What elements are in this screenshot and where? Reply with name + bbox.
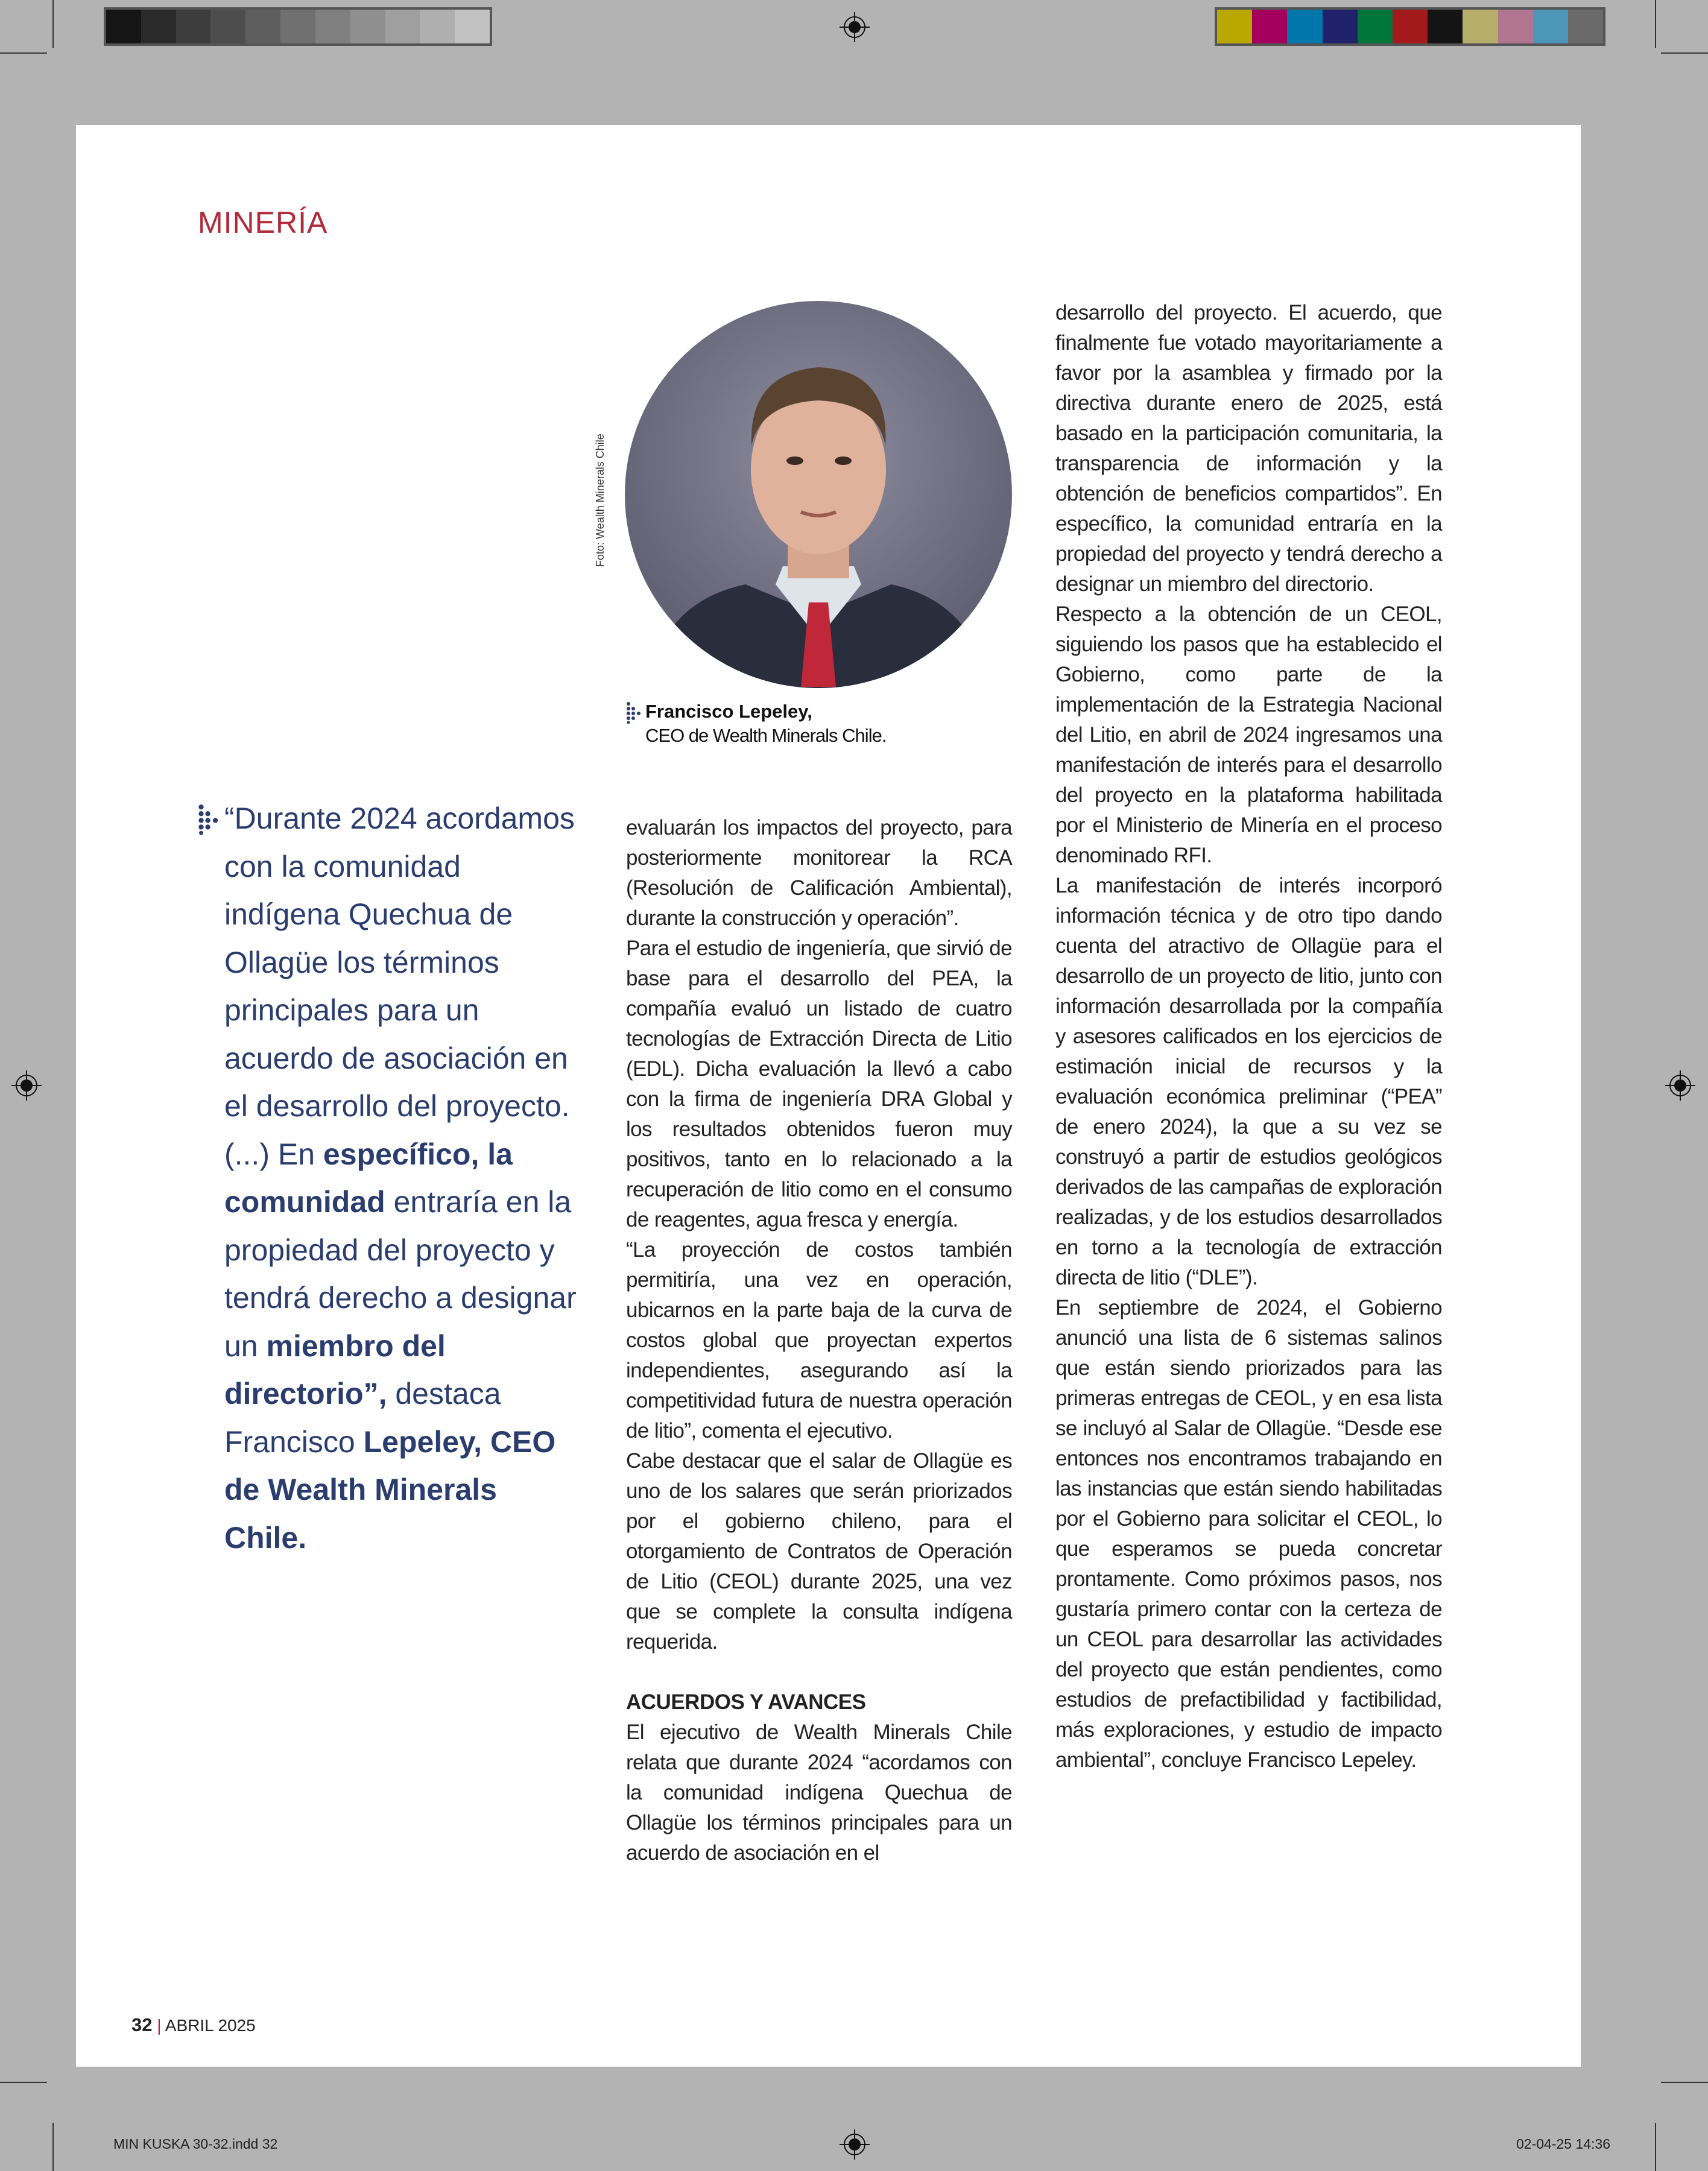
dots-bullet-icon	[198, 803, 220, 836]
paragraph: “La proyección de costos también permitiría, una vez en operación, ubicarnos en la parte baja de la curva de costos global que proyectan expertos independientes, asegurando así la competitividad futura de nuestra operación de litio”, comenta el ejecutivo.	[626, 1238, 1012, 1443]
color-calibration-bar	[1215, 7, 1605, 46]
pull-quote	[198, 795, 584, 1562]
page-number: 32	[131, 2014, 153, 2035]
gray-calibration-bar	[104, 7, 492, 46]
color-swatch	[1428, 10, 1463, 43]
paragraph: En septiembre de 2024, el Gobierno anunció una lista de 6 sistemas salinos que están siendo priorizados para las primeras entregas de CEOL, y en esa lista se incluyó al Salar de Ollagüe. “Desde ese entonces nos encontramos trabajando en las instancias que están siendo habilitadas por el Gobierno para solicitar el CEOL, lo que esperamos se pueda concretar prontamente. Como próximos pasos, nos gustaría primero contar con la certeza de un CEOL para desarrollar las actividades del proyecto que están pendientes, como estudios de prefactibilidad y factibilidad, más exploraciones, y estudio de impacto ambiental”, concluye Francisco Lepeley.	[1055, 1296, 1442, 1772]
crop-mark	[1661, 2082, 1708, 2083]
slug-date: 02-04-25 14:36	[1516, 2136, 1610, 2152]
color-swatch	[385, 10, 420, 43]
paragraph: Para el estudio de ingeniería, que sirvió de base para el desarrollo del PEA, la compañía evaluó un listado de cuatro tecnologías de Extracción Directa de Litio (EDL). Dicha evaluación la llevó a cabo con la firma de ingeniería DRA Global y los resultados obtenidos fueron muy positivos, tanto en lo relacionado a la recuperación de litio como en el consumo de reagentes, agua fresca y energía.	[626, 937, 1012, 1231]
quote-text: destaca Francisco	[224, 1377, 501, 1459]
color-swatch	[1217, 10, 1252, 43]
issue-date: ABRIL 2025	[165, 2016, 256, 2035]
paragraph: evaluarán los impactos del proyecto, para posteriormente monitorear la RCA (Resolución de Calificación Ambiental), durante la construcción y operación”.	[626, 816, 1012, 930]
paragraph: desarrollo del proyecto. El acuerdo, que finalmente fue votado mayoritariamente a favor por la asamblea y firmado por la directiva durante enero de 2025, está basado en la participación comunitaria, la transparencia de información y la obtención de beneficios compartidos”. En específico, la comunidad entraría en la propiedad del proyecto y tendrá derecho a designar un miembro del directorio.	[1055, 301, 1442, 596]
caption-name: Francisco Lepeley,	[645, 701, 812, 722]
crop-mark	[1655, 0, 1656, 48]
slug-file-info: MIN KUSKA 30-32.indd 32	[113, 2136, 278, 2152]
registration-mark-icon	[840, 12, 870, 42]
portrait-photo	[625, 301, 1012, 688]
quote-bold: miembro del directorio”,	[224, 1329, 446, 1411]
dots-bullet-icon	[626, 702, 642, 724]
registration-mark-icon	[11, 1070, 42, 1101]
crop-mark	[1661, 52, 1708, 54]
color-swatch	[245, 10, 280, 43]
registration-mark-icon	[840, 2129, 870, 2160]
color-swatch	[176, 10, 211, 43]
page-folio: 32 | ABRIL 2025	[131, 2014, 256, 2035]
crop-mark	[0, 52, 47, 54]
color-swatch	[315, 10, 350, 43]
body-column-middle	[626, 813, 1012, 1868]
color-swatch	[1287, 10, 1322, 43]
crop-mark	[0, 2082, 47, 2083]
color-swatch	[1323, 10, 1358, 43]
color-swatch	[1463, 10, 1498, 43]
color-swatch	[1498, 10, 1533, 43]
color-swatch	[1252, 10, 1287, 43]
color-swatch	[1358, 10, 1393, 43]
quote-text: entraría en la propiedad del proyecto y tendrá derecho a designar un	[224, 1185, 577, 1363]
color-swatch	[1393, 10, 1428, 43]
crop-mark	[52, 0, 54, 48]
photo-caption	[626, 700, 886, 748]
crop-mark	[1655, 2123, 1656, 2171]
quote-attribution: Lepeley, CEO de Wealth Minerals Chile.	[224, 1424, 556, 1555]
subheading: ACUERDOS Y AVANCES	[626, 1690, 866, 1714]
color-swatch	[141, 10, 176, 43]
color-swatch	[210, 10, 245, 43]
photo-credit: Foto: Wealth Minerals Chile	[594, 434, 606, 567]
color-swatch	[1533, 10, 1568, 43]
section-title: MINERÍA	[198, 206, 328, 239]
quote-text: “Durante 2024 acordamos con la comunidad indígena Quechua de Ollagüe los términos principales para un acuerdo de asociación en el desarrollo del proyecto. (...) En	[224, 801, 575, 1171]
color-swatch	[106, 10, 141, 43]
color-swatch	[420, 10, 455, 43]
paragraph: Respecto a la obtención de un CEOL, siguiendo los pasos que ha establecido el Gobierno, como parte de la implementación de la Estrategia Nacional del Litio, en abril de 2024 ingresamos una manifestación de interés para el desarrollo del proyecto en la plataforma habilitada por el Ministerio de Minería en el proceso denominado RFI.	[1055, 602, 1442, 867]
paragraph: Cabe destacar que el salar de Ollagüe es uno de los salares que serán priorizados por el gobierno chileno, para el otorgamiento de Contratos de Operación de Litio (CEOL) durante 2025, una vez que se complete la consulta indígena requerida.	[626, 1449, 1012, 1654]
crop-mark	[52, 2123, 54, 2171]
body-column-right	[1055, 298, 1442, 1775]
caption-role: CEO de Wealth Minerals Chile.	[645, 725, 887, 746]
color-swatch	[280, 10, 315, 43]
paragraph: La manifestación de interés incorporó información técnica y de otro tipo dando cuenta del atractivo de Ollagüe para el desarrollo de un proyecto de litio, junto con información desarrollada por la compañía y asesores calificados en los ejercicios de estimación inicial de recursos y la evaluación económica preliminar (“PEA” de enero 2024), la que a su vez se construyó a partir de estudios geológicos derivados de las campañas de exploración realizadas, y de los estudios desarrollados en torno a la tecnología de extracción directa de litio (“DLE”).	[1055, 874, 1442, 1289]
color-swatch	[350, 10, 385, 43]
paragraph: El ejecutivo de Wealth Minerals Chile relata que durante 2024 “acordamos con la comunidad indígena Quechua de Ollagüe los términos principales para un acuerdo de asociación en el	[626, 1721, 1012, 1865]
color-swatch	[1568, 10, 1603, 43]
quote-bold: específico, la comunidad	[224, 1137, 513, 1219]
color-swatch	[455, 10, 490, 43]
registration-mark-icon	[1665, 1070, 1695, 1101]
